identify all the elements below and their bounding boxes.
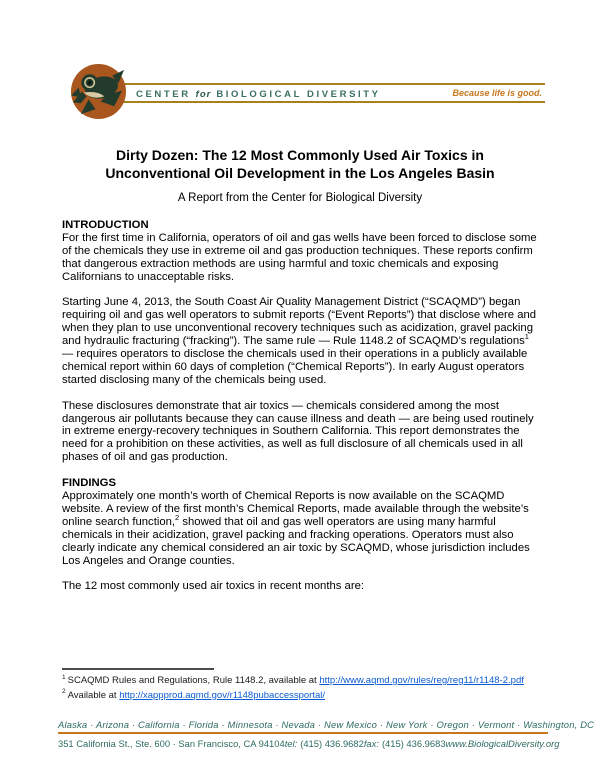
header-banner [118, 83, 545, 103]
brand-word-center: CENTER [136, 89, 191, 100]
footer-tel [285, 738, 364, 749]
brand-word-biological-diversity: BIOLOGICAL DIVERSITY [216, 89, 381, 100]
footer-fax-label: fax: [363, 738, 379, 749]
frog-logo-icon [69, 62, 128, 121]
intro-paragraph-2-text: Starting June 4, 2013, the South Coast Air Quality Management District (“SCAQMD”) began requiring oil and gas well operators to submit reports (“Event Reports”) that disclose where and when they plan to use unconventional recovery techniques such as acidization, gravel packing and hydraulic fracturing (“fracking”). The same rule — Rule 1148.2 of SCAQMD’s regulations [62, 296, 537, 348]
footnote-1-text: SCAQMD Rules and Regulations, Rule 1148.2, available at [67, 675, 320, 686]
footer-website: www.BiologicalDiversity.org [445, 738, 560, 749]
footnotes-section [62, 668, 541, 703]
intro-paragraph-3: These disclosures demonstrate that air toxics — chemicals considered among the most dangerous air pollutants because they can cause illness and death — are being used routinely in extreme energy-recovery techniques in Southern California. This report demonstrates the need for a prohibition on these activities, as well as full disclosure of all chemicals used in all phases of oil and gas production. [62, 399, 534, 464]
footer-fax-number: (415) 436.9683 [381, 738, 446, 749]
section-heading-introduction: INTRODUCTION [62, 219, 149, 231]
brand-name [136, 84, 381, 102]
title-block [0, 147, 600, 205]
footnote-ref-1: 1 [524, 332, 529, 342]
footer-fax [364, 738, 446, 749]
footer-address: 351 California St., Ste. 600 · San Francisco, CA 94104 [58, 738, 285, 749]
footer-tel-number: (415) 436.9682 [300, 738, 364, 749]
footnote-ref-2: 2 [175, 513, 180, 523]
footnote-1 [62, 674, 541, 689]
section-heading-findings: FINDINGS [62, 477, 116, 490]
footnote-1-marker: 1 [62, 673, 66, 681]
report-subtitle: A Report from the Center for Biological Diversity [177, 192, 423, 204]
findings-paragraph-2: The 12 most commonly used air toxics in recent months are: [62, 580, 365, 593]
footnote-separator [62, 668, 214, 670]
brand-word-for: for [195, 89, 212, 100]
intro-paragraph-2 [62, 296, 541, 386]
findings-paragraph-1-text-cont: showed that oil and gas well operators are using many harmful chemicals in their acidization, gravel packing and fracking operations. Operators must also clearly indicate any chemical considered an air toxic by SCAQMD, whose jurisdiction includes Los Angeles and Orange counties. [62, 515, 530, 567]
footnote-2-link[interactable]: http://xappprod.aqmd.gov/r1148pubaccessportal/ [119, 689, 326, 701]
footer-divider [58, 732, 548, 734]
intro-paragraph-1: For the first time in California, operators of oil and gas wells have been forced to disclose some of the chemicals they use in extreme oil and gas production techniques. These reports confirm that dangerous extraction methods are using harmful and toxic chemicals and exposing Californians to unacceptable risks. [62, 231, 537, 283]
findings-paragraph-1 [62, 490, 541, 567]
letterhead-footer [58, 719, 595, 749]
footer-states-list: Alaska · Arizona · California · Florida · Minnesota · Nevada · New Mexico · New York · Oregon · Vermont · Washington, DC [58, 719, 595, 730]
footnote-2 [62, 689, 541, 704]
intro-paragraph-2-text-cont: — requires operators to disclose the chemicals used in their operations in a publicly available chemical report within 60 days of completion (“Chemical Reports”). In early August operators started disclosing many of the chemicals being used. [62, 348, 528, 386]
footnote-2-text: Available at [67, 689, 120, 701]
brand-tagline: Because life is good. [452, 88, 542, 98]
footnote-2-marker: 2 [62, 688, 66, 696]
footnote-1-link[interactable]: http://www.aqmd.gov/rules/reg/reg11/r1148-2.pdf [319, 675, 524, 686]
report-title: Dirty Dozen: The 12 Most Commonly Used Air Toxics in Unconventional Oil Development in the Los Angeles Basin [105, 147, 495, 181]
footer-contact-line [58, 738, 560, 749]
findings-paragraph-1-text: Approximately one month’s worth of Chemical Reports is now available on the SCAQMD website. A review of the first month’s Chemical Reports, made available through the website’s online search function, [62, 489, 529, 528]
footer-tel-label: tel: [284, 738, 298, 749]
report-body [62, 219, 541, 606]
